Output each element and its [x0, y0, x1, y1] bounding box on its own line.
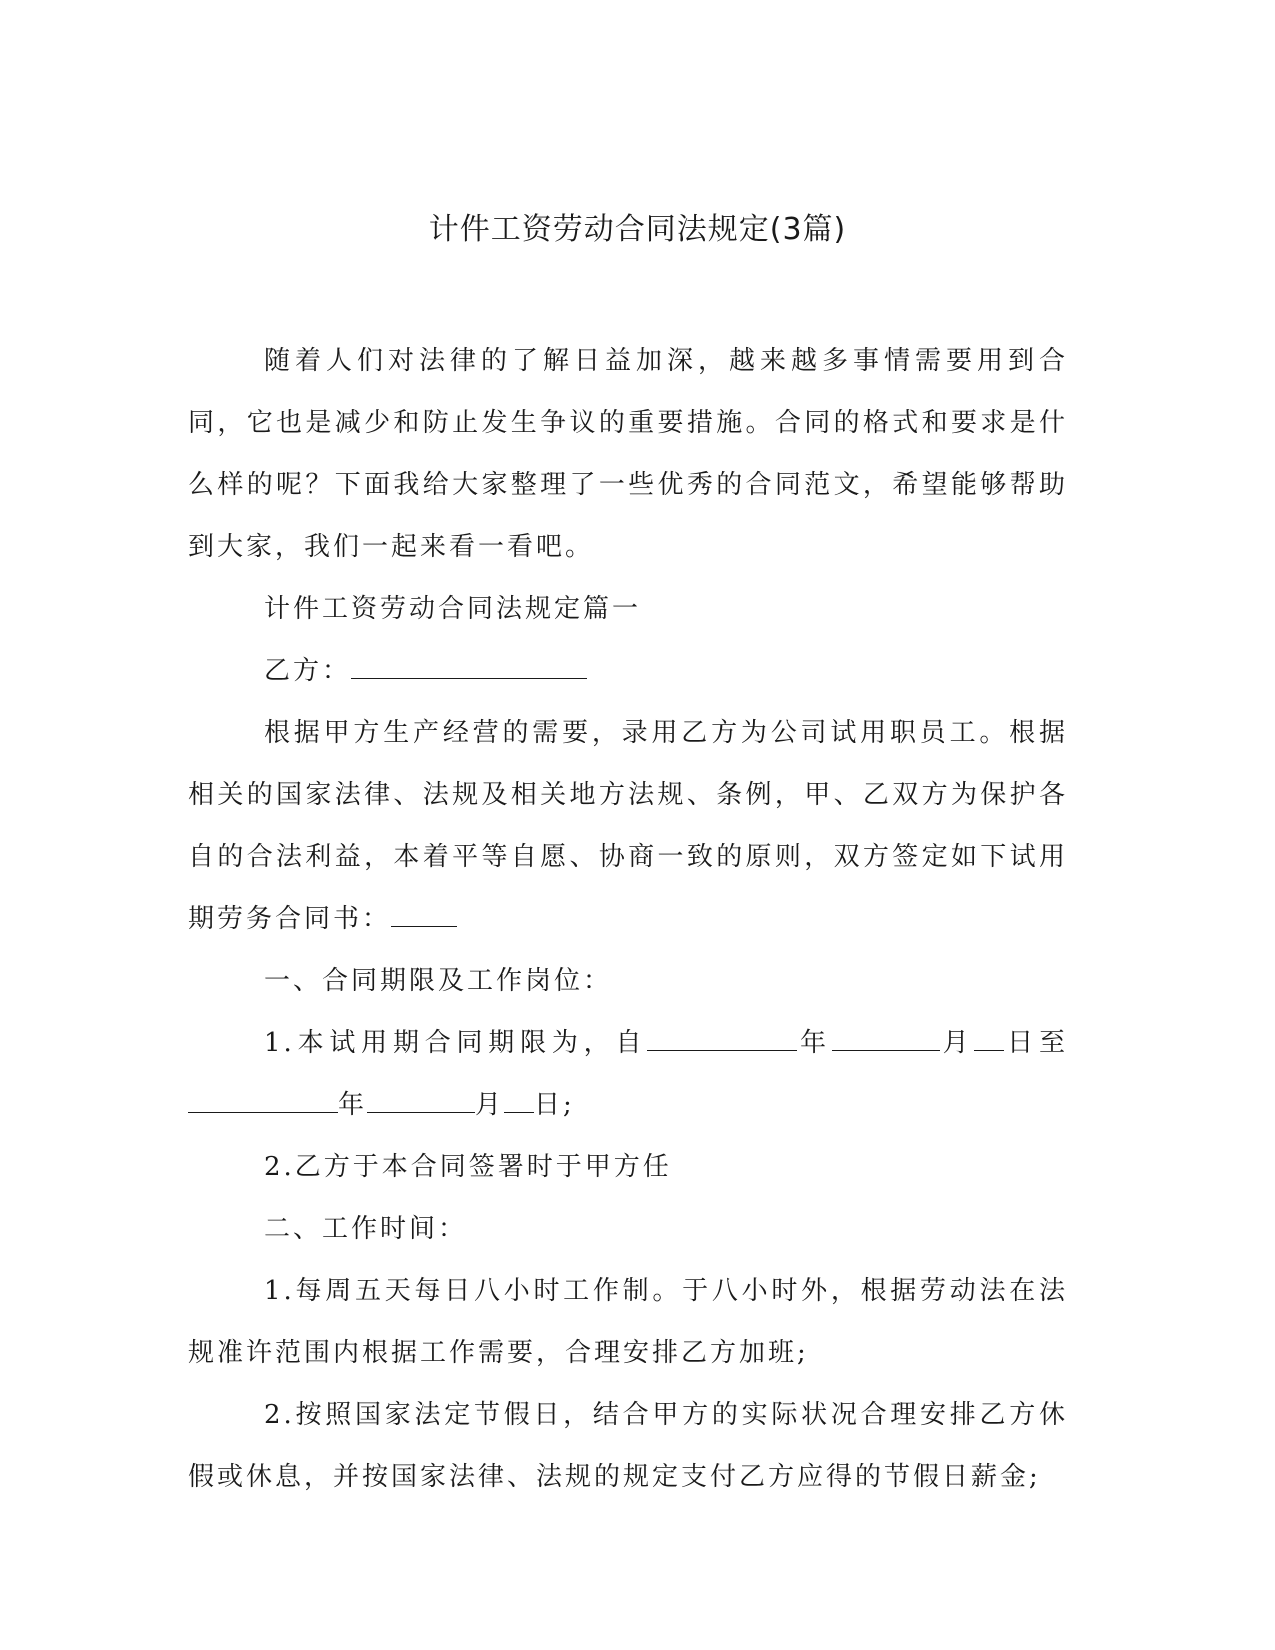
end-year-blank[interactable]: [188, 1088, 338, 1113]
clause-1-1-prefix: 1.本试用期合同期限为，自: [264, 1028, 648, 1058]
start-day-blank[interactable]: [974, 1026, 1004, 1051]
clause-2-2: 2.按照国家法定节假日，结合甲方的实际状况合理安排乙方休假或休息，并按国家法律、法规的规定支付乙方应得的节假日薪金;: [188, 1400, 1068, 1492]
party-b-label: 乙方：: [264, 656, 352, 686]
preamble-paragraph: [188, 702, 1068, 950]
clause-2-1: 1.每周五天每日八小时工作制。于八小时外，根据劳动法在法规准许范围内根据工作需要，合理安排乙方加班;: [188, 1276, 1068, 1368]
intro-paragraph: 随着人们对法律的了解日益加深，越来越多事情需要用到合同，它也是减少和防止发生争议的重要措施。合同的格式和要求是什么样的呢？下面我给大家整理了一些优秀的合同范文，希望能够帮助到大家，我们一起来看一看吧。: [188, 346, 1068, 562]
document-body: [188, 330, 1068, 1508]
preamble-text: 根据甲方生产经营的需要，录用乙方为公司试用职员工。根据相关的国家法律、法规及相关地方法规、条例，甲、乙双方为保护各自的合法利益，本着平等自愿、协商一致的原则，双方签定如下试用期劳务合同书：: [188, 718, 1068, 934]
start-year-blank[interactable]: [647, 1026, 797, 1051]
heading-work-hours: 二、工作时间：: [264, 1214, 468, 1244]
end-month-label: 月: [475, 1090, 505, 1120]
party-b-line: [188, 640, 1068, 702]
heading-contract-term: 一、合同期限及工作岗位：: [264, 966, 613, 996]
party-b-blank[interactable]: [351, 654, 587, 679]
clause-1-2: 2.乙方于本合同签署时于甲方任: [264, 1152, 672, 1182]
start-month-label: 月: [939, 1028, 975, 1058]
document-title: 计件工资劳动合同法规定(3篇): [428, 212, 847, 247]
preamble-blank[interactable]: [391, 902, 457, 927]
end-month-blank[interactable]: [367, 1088, 475, 1113]
end-day-blank[interactable]: [504, 1088, 534, 1113]
section-heading: 计件工资劳动合同法规定篇一: [264, 594, 642, 624]
day-to-label: 日至: [1004, 1028, 1068, 1058]
clause-1-1: [188, 1012, 1068, 1136]
end-year-label: 年: [338, 1090, 368, 1120]
end-day-label: 日;: [534, 1090, 575, 1120]
start-year-label: 年: [797, 1028, 832, 1058]
start-month-blank[interactable]: [832, 1026, 940, 1051]
